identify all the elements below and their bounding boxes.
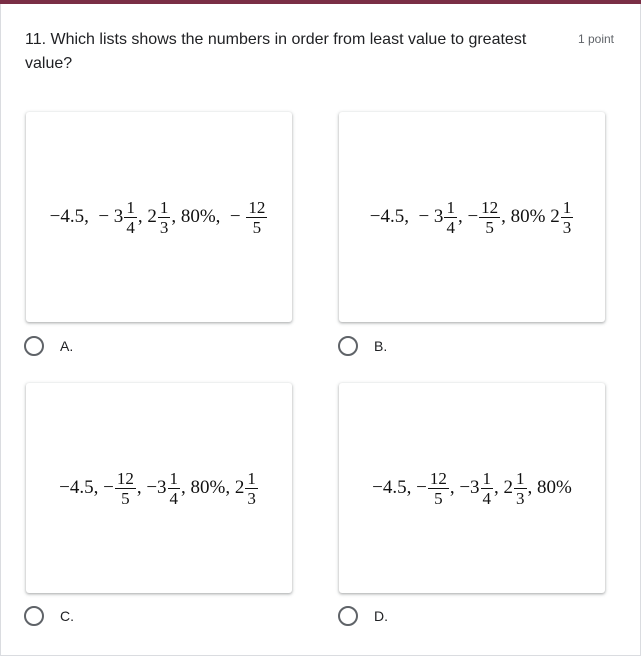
fraction-denominator: 3	[159, 217, 169, 237]
fraction	[444, 198, 457, 237]
fraction	[168, 469, 181, 508]
fraction	[514, 469, 527, 508]
points-label: 1 point	[577, 32, 614, 46]
fraction-numerator: 1	[482, 468, 492, 488]
fraction-denominator: 5	[252, 217, 262, 237]
fraction-numerator: 1	[126, 197, 135, 217]
option-c-math	[26, 383, 292, 593]
math-text: , 80%, 2	[181, 477, 245, 498]
fraction-numerator: 1	[562, 197, 572, 217]
option-a-radio[interactable]	[24, 336, 44, 356]
option-b[interactable]	[338, 336, 387, 356]
question-text: 11. Which lists shows the numbers in order from least value to greatest value?	[25, 31, 527, 72]
fraction-denominator: 4	[482, 488, 492, 508]
option-c-image	[26, 383, 292, 593]
fraction	[115, 469, 136, 508]
fraction-denominator: 3	[516, 488, 525, 508]
option-a-math	[26, 112, 292, 322]
fraction	[246, 198, 267, 237]
math-text: −4.5, −	[372, 477, 427, 498]
option-d-label: D.	[374, 608, 388, 624]
math-text: , 2	[137, 206, 157, 227]
fraction	[481, 469, 494, 508]
option-c-radio[interactable]	[24, 606, 44, 626]
fraction	[428, 469, 449, 508]
option-a[interactable]	[24, 336, 73, 356]
math-text: , 80% 2	[501, 206, 560, 227]
fraction	[479, 198, 500, 237]
math-text: , 80%	[527, 477, 572, 498]
fraction-numerator: 1	[169, 468, 179, 488]
fraction-denominator: 5	[485, 217, 494, 237]
fraction-denominator: 5	[434, 488, 443, 508]
math-text: , −3	[449, 477, 480, 498]
fraction	[158, 198, 171, 237]
fraction-numerator: 12	[481, 197, 499, 217]
option-b-image	[339, 112, 605, 322]
fraction-numerator: 1	[516, 468, 525, 488]
fraction-denominator: 4	[169, 488, 179, 508]
option-b-label: B.	[374, 338, 388, 354]
fraction	[561, 198, 574, 237]
option-d-math	[339, 383, 605, 593]
fraction-numerator: 12	[116, 468, 134, 488]
math-text: −4.5, −	[59, 477, 114, 498]
math-text: , 80%, −	[171, 206, 246, 227]
option-b-radio[interactable]	[338, 336, 358, 356]
fraction-denominator: 4	[446, 217, 455, 237]
math-text: , 2	[494, 477, 514, 498]
option-d-radio[interactable]	[338, 606, 358, 626]
option-a-label: A.	[60, 338, 74, 354]
fraction-denominator: 3	[247, 488, 256, 508]
fraction-numerator: 12	[429, 468, 447, 488]
math-text: −4.5, − 3	[369, 206, 444, 227]
math-text: , −3	[136, 477, 167, 498]
fraction-numerator: 1	[446, 197, 455, 217]
fraction-denominator: 3	[562, 217, 572, 237]
option-b-math	[339, 112, 605, 322]
fraction-denominator: 4	[126, 217, 135, 237]
fraction-denominator: 5	[121, 488, 130, 508]
math-text: −4.5, − 3	[49, 206, 124, 227]
fraction-numerator: 12	[248, 197, 266, 217]
option-d-image	[339, 383, 605, 593]
math-text: , −	[457, 206, 479, 227]
option-d[interactable]	[338, 606, 388, 626]
option-c[interactable]	[24, 606, 74, 626]
option-a-image	[26, 112, 292, 322]
option-c-label: C.	[60, 608, 74, 624]
fraction-numerator: 1	[159, 197, 169, 217]
fraction	[245, 469, 258, 508]
fraction	[124, 198, 137, 237]
fraction-numerator: 1	[247, 468, 256, 488]
